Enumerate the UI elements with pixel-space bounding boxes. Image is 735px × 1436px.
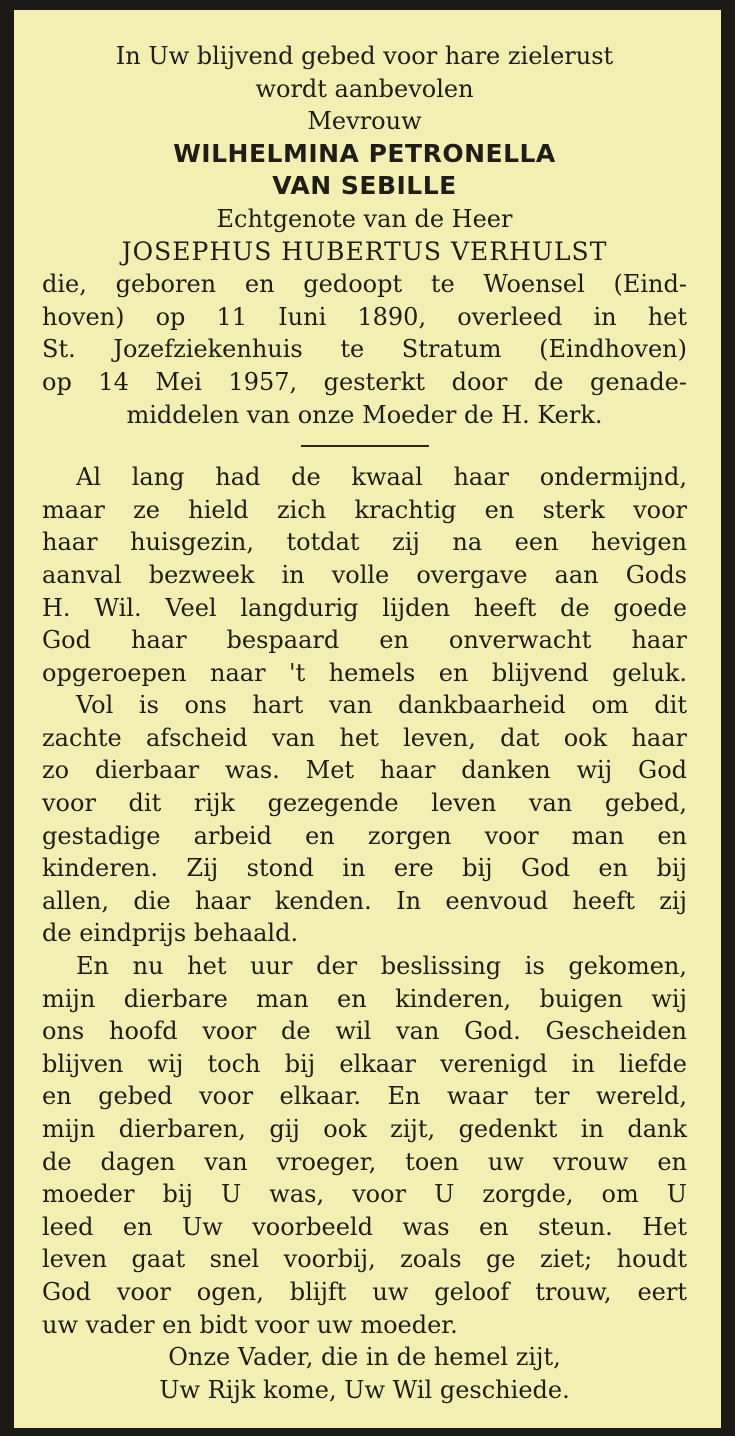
title-mevrouw: Mevrouw [307,107,422,136]
memorial-card [14,10,721,1428]
text-line: leven gaat snel voorbij, zoals ge ziet; houdt [42,1245,687,1274]
text-line: moeder bij U was, voor U zorgde, om U [42,1180,687,1209]
divider-rule [301,445,429,447]
header [42,40,687,138]
name-line-surname: VAN SEBILLE [272,171,457,201]
text-line: En nu het uur der beslissing is gekomen, [76,952,687,981]
bio-line: middelen van onze Moeder de H. Kerk. [126,400,603,429]
text-line: Vol is ons hart van dankbaarheid om dit [76,691,687,720]
text-line: ons hoofd voor de wil van God. Gescheiden [42,1017,687,1046]
dedication-line: In Uw blijvend gebed voor hare zielerust [115,42,614,70]
text-line: en gebed voor elkaar. En waar ter wereld, [42,1082,687,1111]
text-line: Al lang had de kwaal haar ondermijnd, [76,463,687,492]
text-line: allen, die haar kenden. In eenvoud heeft zij [42,886,687,915]
text-line: aanval bezweek in volle overgave aan Gods [42,560,687,589]
spouse-block [42,203,687,268]
text-line: blijven wij toch bij elkaar verenigd in liefde [42,1049,687,1078]
bio-line: op 14 Mei 1957, gesterkt door de genade- [42,367,687,396]
text-line: zo dierbaar was. Met haar danken wij God [42,756,687,785]
dedication-line: wordt aanbevolen [255,74,474,103]
bio-line: die, geboren en gedoopt te Woensel (Eind- [42,270,687,299]
text-line: haar huisgezin, totdat zij na een hevigen [42,528,687,557]
text-line: gestadige arbeid en zorgen voor man en [42,821,687,850]
deceased-name [42,138,687,203]
spouse-intro: Echtgenote van de Heer [216,204,513,233]
text-line: leed en Uw voorbeeld was en steun. Het [42,1212,687,1241]
biography [42,268,687,431]
spouse-name: JOSEPHUS HUBERTUS VERHULST [121,236,608,266]
text-line: mijn dierbare man en kinderen, buigen wij [42,984,687,1013]
prayer-line: Onze Vader, die in de hemel zijt, [168,1343,561,1372]
prayer-line: Uw Rijk kome, Uw Wil geschiede. [159,1375,570,1404]
text-line: uw vader en bidt voor uw moeder. [42,1310,458,1339]
text-line: de eindprijs behaald. [42,919,299,948]
paragraph-1 [42,461,687,689]
text-line: God voor ogen, blijft uw geloof trouw, eert [42,1277,687,1306]
text-line: mijn dierbaren, gij ook zijt, gedenkt in dank [42,1115,687,1143]
bio-line: hoven) op 11 Iuni 1890, overleed in het [42,302,687,331]
text-line: voor dit rijk gezegende leven van gebed, [42,789,687,818]
text-line: zachte afscheid van het leven, dat ook haar [42,723,687,752]
text-line: God haar bespaard en onverwacht haar [42,626,687,655]
text-line: maar ze hield zich krachtig en sterk voor [42,495,687,524]
prayer [42,1341,687,1406]
name-line-first: WILHELMINA PETRONELLA [173,138,556,168]
paragraph-2 [42,689,687,950]
paragraph-3 [42,950,687,1341]
bio-line: St. Jozefziekenhuis te Stratum (Eindhoven) [42,335,687,364]
text-line: kinderen. Zij stond in ere bij God en bij [42,854,687,883]
text-line: H. Wil. Veel langdurig lijden heeft de goede [42,593,687,622]
text-line: opgeroepen naar 't hemels en blijvend geluk. [42,658,687,687]
text-line: de dagen van vroeger, toen uw vrouw en [42,1147,687,1176]
